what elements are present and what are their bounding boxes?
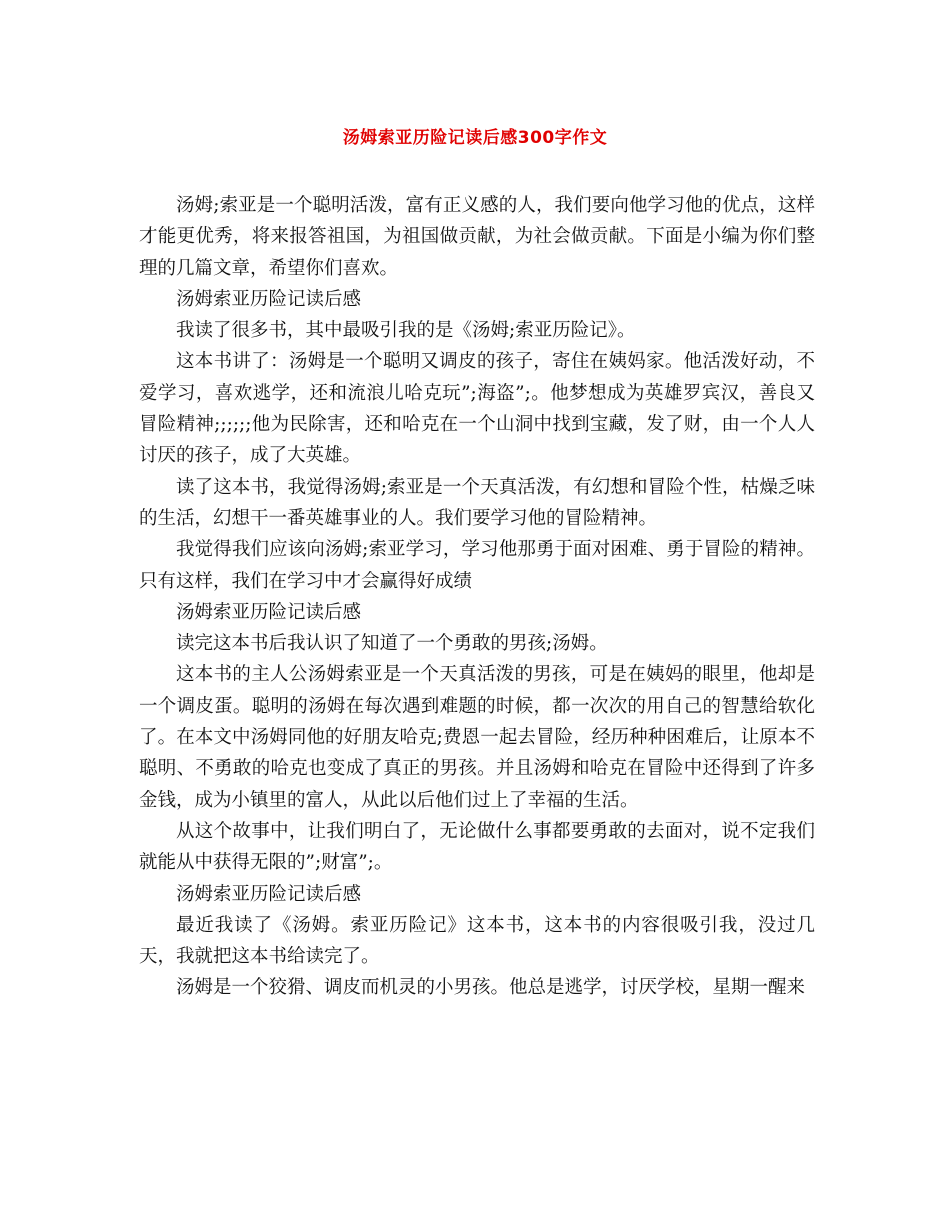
paragraph: 我读了很多书，其中最吸引我的是《汤姆;索亚历险记》。 bbox=[176, 320, 636, 342]
paragraph: 汤姆是一个狡猾、调皮而机灵的小男孩。他总是逃学，讨厌学校，星期一醒来 bbox=[176, 977, 806, 999]
section-heading-3: 汤姆索亚历险记读后感 bbox=[176, 883, 362, 905]
paragraph: 最近我读了《汤姆。索亚历险记》这本书，这本书的内容很吸引我，没过几天，我就把这本书给读完了。 bbox=[139, 914, 815, 968]
paragraph: 读完这本书后我认识了知道了一个勇敢的男孩;汤姆。 bbox=[176, 633, 608, 655]
document-title: 汤姆索亚历险记读后感300字作文 bbox=[342, 128, 608, 148]
paragraph: 我觉得我们应该向汤姆;索亚学习，学习他那勇于面对困难、勇于冒险的精神。只有这样，我们在学习中才会赢得好成绩 bbox=[139, 539, 815, 592]
paragraph: 读了这本书，我觉得汤姆;索亚是一个天真活泼，有幻想和冒险个性，枯燥乏味的生活，幻想干一番英雄事业的人。我们要学习他的冒险精神。 bbox=[139, 476, 815, 529]
document-body bbox=[139, 190, 815, 1004]
paragraph-intro: 汤姆;索亚是一个聪明活泼，富有正义感的人，我们要向他学习他的优点，这样才能更优秀，将来报答祖国，为祖国做贡献，为社会做贡献。下面是小编为你们整理的几篇文章，希望你们喜欢。 bbox=[139, 195, 815, 279]
section-heading-1: 汤姆索亚历险记读后感 bbox=[176, 288, 362, 310]
paragraph: 从这个故事中，让我们明白了，无论做什么事都要勇敢的去面对，说不定我们就能从中获得无限的”;财富”;。 bbox=[139, 820, 815, 874]
paragraph: 这本书的主人公汤姆索亚是一个天真活泼的男孩，可是在姨妈的眼里，他却是一个调皮蛋。聪明的汤姆在每次遇到难题的时候，都一次次的用自己的智慧给软化了。在本文中汤姆同他的好朋友哈克;费恩一起去冒险，经历种种困难后，让原本不聪明、不勇敢的哈克也变成了真正的男孩。并且汤姆和哈克在冒险中还得到了许多金钱，成为小镇里的富人，从此以后他们过上了幸福的生活。 bbox=[139, 664, 815, 811]
paragraph: 这本书讲了：汤姆是一个聪明又调皮的孩子，寄住在姨妈家。他活泼好动，不爱学习，喜欢逃学，还和流浪儿哈克玩”;海盗”;。他梦想成为英雄罗宾汉，善良又冒险精神;;;;;;他为民除害，还和哈克在一个山洞中找到宝藏，发了财，由一个人人讨厌的孩子，成了大英雄。 bbox=[139, 351, 815, 467]
section-heading-2: 汤姆索亚历险记读后感 bbox=[176, 601, 362, 623]
